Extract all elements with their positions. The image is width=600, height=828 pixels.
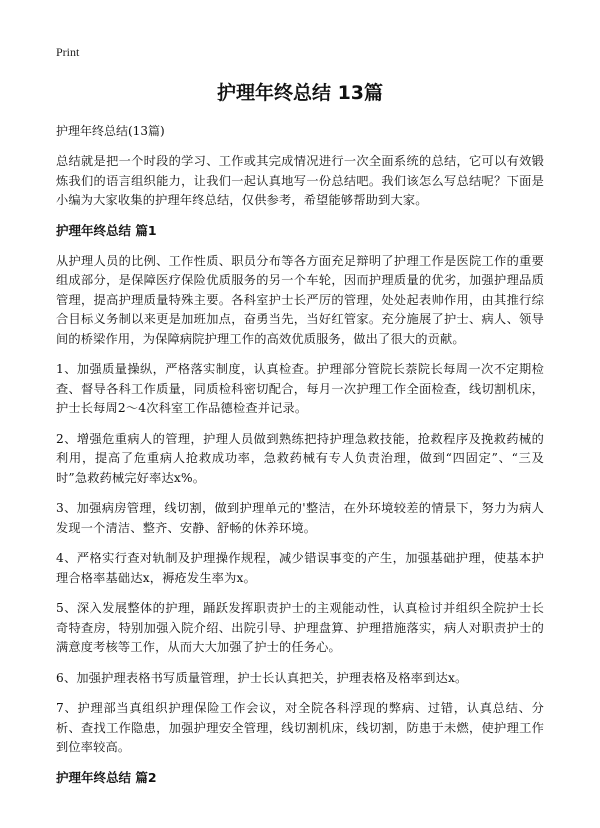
section1-paragraph-6: 6、加强护理表格书写质量管理，护士长认真把关，护理表格及格率到达x。 — [56, 670, 468, 685]
section1-paragraph-3: 3、加强病房管理，线切割，做到护理单元的'整洁，在外环境较差的情景下，努力为病人发现一个清洁、整齐、安静、舒畅的休养环境。 — [56, 501, 544, 535]
section1-paragraph-5: 5、深入发展整体的护理，踊跃发挥职责护士的主观能动性，认真检讨并组织全院护士长奇特查房，特别加强入院介绍、出院引导、护理盘算、护理措施落实，病人对职责护士的满意度考核等工作，从而大大加强了护士的任务心。 — [56, 601, 544, 654]
print-label: Print — [56, 45, 80, 59]
section1-paragraph-7: 7、护理部当真组织护理保险工作会议，对全院各科浮现的弊病、过错，认真总结、分析、查找工作隐患，加强护理安全管理，线切割机床，线切割，防患于未燃，使护理工作到位率较高。 — [56, 701, 544, 754]
document-title: 护理年终总结 13篇 — [216, 82, 384, 104]
document-subtitle: 护理年终总结(13篇) — [56, 124, 165, 138]
section-heading-1: 护理年终总结 篇1 — [56, 222, 157, 238]
intro-paragraph: 总结就是把一个时段的学习、工作或其完成情况进行一次全面系统的总结，它可以有效锻炼我们的语言组织能力，让我们一起认真地写一份总结吧。我们该怎么写总结呢？下面是小编为大家收集的护理年终总结，仅供参考，希望能够帮助到大家。 — [56, 154, 544, 207]
section1-paragraph-0: 从护理人员的比例、工作性质、职员分布等各方面充足辩明了护理工作是医院工作的重要组成部分，是保障医疗保险优质服务的另一个车轮，因而护理质量的优劣，加强护理品质管理，提高护理质量特殊主要。各科室护士长严厉的管理，处处起表帅作用，由其推行综合目标义务制以来更是加班加点，奋勇当先，当好红管家。充分施展了护士、病人、领导间的桥梁作用，为保障病院护理工作的高效优质服务，做出了很大的贡献。 — [56, 253, 544, 346]
section1-paragraph-4: 4、严格实行查对轨制及护理操作规程，减少错误事变的产生，加强基础护理，使基本护理合格率基础达x，褥疮发生率为x。 — [56, 551, 544, 585]
section-heading-2: 护理年终总结 篇2 — [56, 769, 157, 785]
section1-paragraph-2: 2、增强危重病人的管理，护理人员做到熟练把持护理急救技能，抢救程序及挽救药械的利用，提高了危重病人抢救成功率，急救药械有专人负责治理，做到“四固定”、“三及时”急救药械完好率达x%。 — [56, 431, 544, 485]
section1-paragraph-1: 1、加强质量操纵，严格落实制度，认真检查。护理部分管院长萘院长每周一次不定期检查、督导各科工作质量，同质检科密切配合，每月一次护理工作全面检查，线切割机床，护士长每周2～4次科室工作品德检查并记录。 — [56, 362, 544, 415]
